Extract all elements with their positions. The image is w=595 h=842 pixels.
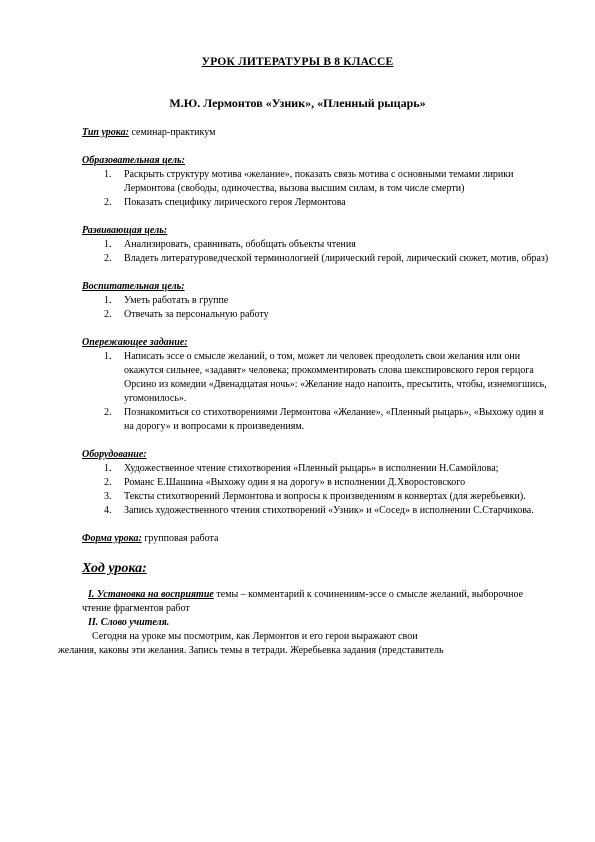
list-item: 2. Владеть литературоведческой терминологией (лирический герой, лирический сюжет, мотив, образ) — [104, 253, 549, 264]
list-item: 1. Раскрыть структуру мотива «желание», показать связь мотива с основными темами лирики Лермонтова (свободы, одиночества, вызова высшим силам, в том числе смерти) — [104, 169, 514, 194]
list-item: 4. Запись художественного чтения стихотворений «Узник» и «Сосед» в исполнении С.Старчикова. — [104, 505, 534, 516]
list-item: 2. Познакомиться со стихотворениями Лермонтова «Желание», «Пленный рыцарь», «Выхожу один я на дорогу» и вопросами к произведениям. — [104, 407, 544, 432]
stage-1-label: I. Установка на восприятие — [88, 589, 214, 600]
developing-goal-list — [82, 238, 550, 266]
lesson-form-label: Форма урока: — [82, 533, 142, 544]
teacher-text-line-2: желания, каковы эти желания. Запись темы в тетради. Жеребьевка задания (представитель — [58, 645, 444, 656]
stage-2-heading: II. Слово учителя. — [88, 617, 170, 628]
equipment-list — [82, 462, 550, 518]
advance-task-heading: Опережающее задание: — [82, 337, 188, 348]
lesson-type-label: Тип урока: — [82, 127, 129, 138]
upbringing-goal-list — [82, 294, 550, 322]
stage-1-paragraph — [82, 588, 550, 616]
list-item: 2. Отвечать за персональную работу — [104, 309, 269, 320]
list-item: 3. Тексты стихотворений Лермонтова и вопросы к произведениям в конвертах (для жеребьевки). — [104, 491, 526, 502]
lesson-form — [82, 532, 550, 546]
page-subtitle: М.Ю. Лермонтов «Узник», «Пленный рыцарь» — [169, 96, 426, 110]
list-item: 1. Написать эссе о смысле желаний, о том, может ли человек преодолеть свои желания или они окажутся сильнее, «задавят» человека; прокомментировать слова шекспировского героя герцога Орсино из комедии «Двенадцатая ночь»: «Желание надо напоить, пресытить, чтобы, изнемогшись, угомонилось». — [104, 351, 547, 404]
list-item: 1. Уметь работать в группе — [104, 295, 229, 306]
list-item: 1. Художественное чтение стихотворения «Пленный рыцарь» в исполнении Н.Самойлова; — [104, 463, 499, 474]
list-item: 2. Романс Е.Шашина «Выхожу один я на дорогу» в исполнении Д.Хворостовского — [104, 477, 466, 488]
developing-goal-heading: Развивающая цель: — [82, 225, 168, 236]
list-item: 1. Анализировать, сравнивать, обобщать объекты чтения — [104, 239, 356, 250]
stage-1-text: темы – комментарий к сочинениям-эссе о смысле желаний, выборочное чтение фрагментов работ — [82, 589, 524, 614]
lesson-type-value: семинар-практикум — [128, 127, 216, 138]
advance-task-list — [82, 350, 550, 434]
lesson-type — [82, 126, 550, 140]
lesson-progress-heading: Ход урока: — [82, 561, 147, 576]
upbringing-goal-heading: Воспитательная цель: — [82, 281, 185, 292]
lesson-form-value: групповая работа — [141, 533, 219, 544]
list-item: 2. Показать специфику лирического героя Лермонтова — [104, 197, 346, 208]
page-title: УРОК ЛИТЕРАТУРЫ В 8 КЛАССЕ — [201, 56, 394, 68]
educational-goal-list — [82, 168, 550, 210]
educational-goal-heading: Образовательная цель: — [82, 155, 185, 166]
document-body — [58, 126, 550, 658]
equipment-heading: Оборудование: — [82, 449, 147, 460]
teacher-text-line-1: Сегодня на уроке мы посмотрим, как Лермонтов и его герои выражают свои — [92, 631, 418, 642]
